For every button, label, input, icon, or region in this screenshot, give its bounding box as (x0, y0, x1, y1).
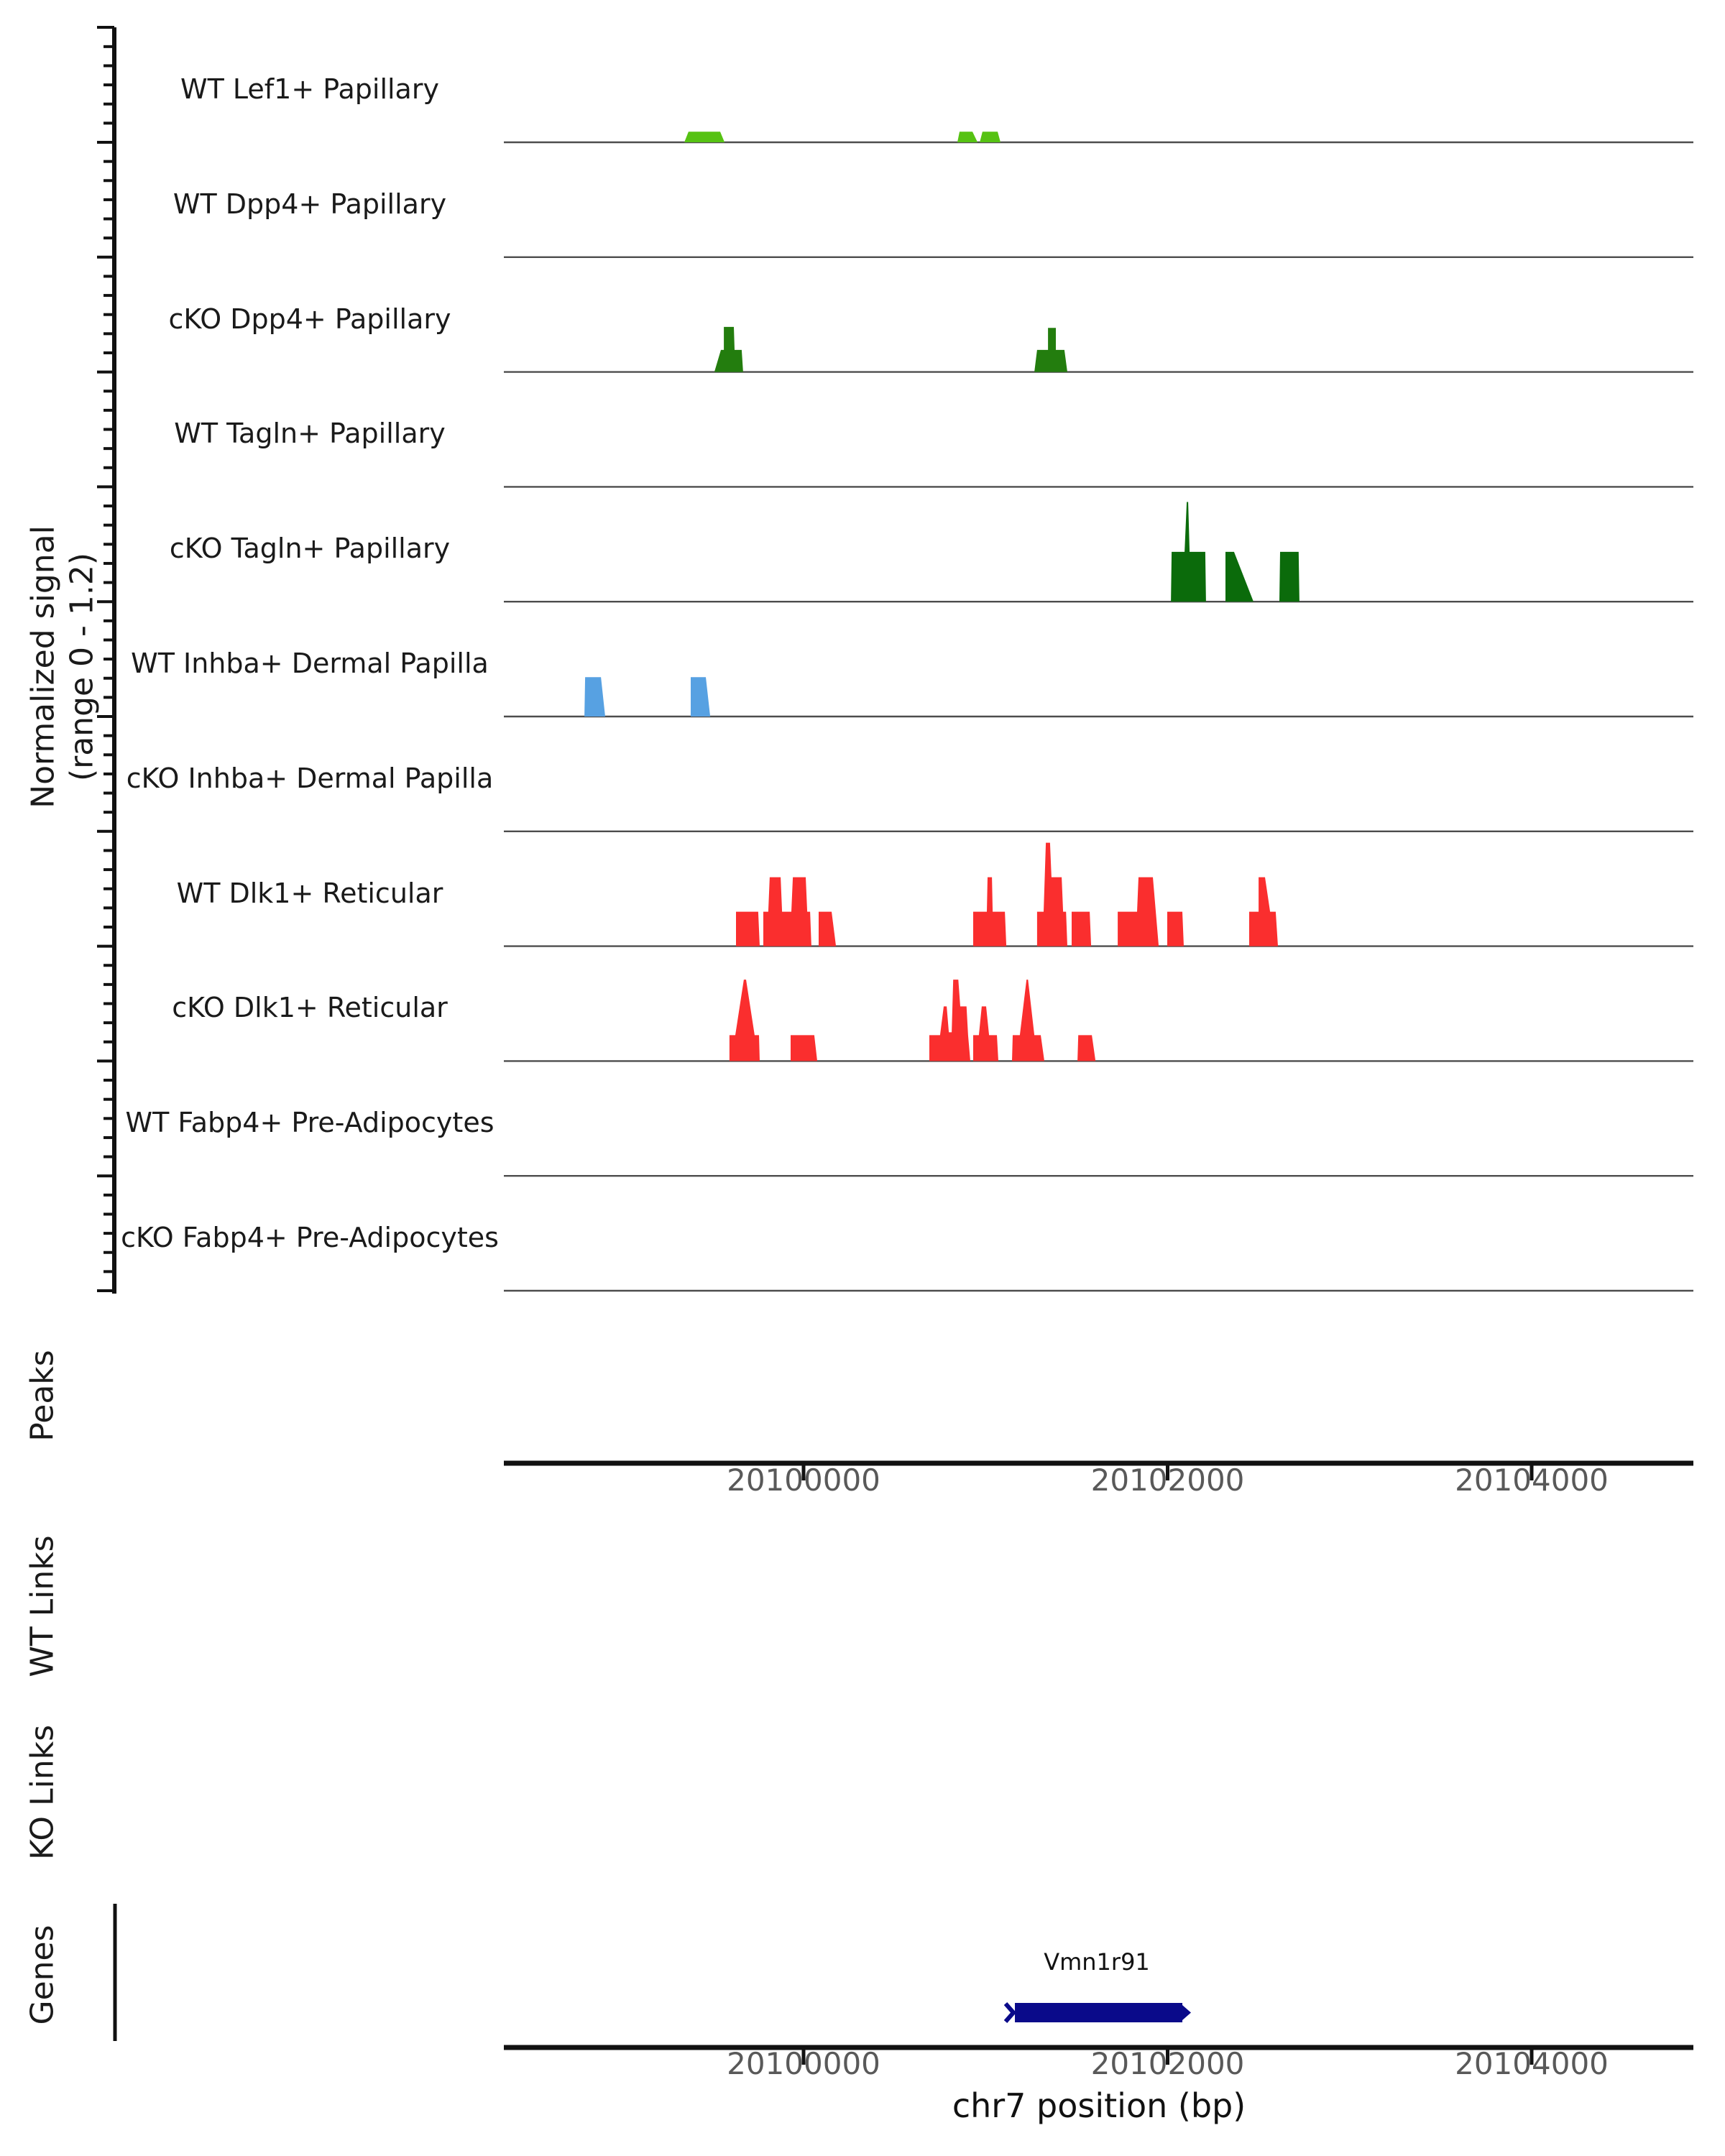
track-label: cKO Dpp4+ Papillary (168, 303, 451, 335)
section-label-genes: Genes (24, 1925, 61, 2025)
position-axis-bottom-tick-label: 20104000 (1455, 2046, 1609, 2081)
signal-peak (1012, 980, 1044, 1061)
gene-name-label: Vmn1r91 (1044, 1948, 1150, 1976)
position-axis-top-tick-label: 20100000 (727, 1462, 880, 1498)
signal-peak (691, 677, 710, 717)
signal-peak (730, 980, 760, 1061)
gene-body (1015, 2003, 1182, 2022)
signal-peak (929, 980, 970, 1061)
signal-peak (1072, 912, 1091, 946)
section-label-peaks: Peaks (24, 1350, 61, 1442)
signal-peak (819, 912, 836, 946)
track-label: WT Dpp4+ Papillary (172, 188, 447, 220)
signal-peak (1279, 552, 1300, 602)
position-axis-top-tick-label: 20102000 (1090, 1462, 1245, 1498)
position-axis-bottom-tick-label: 20100000 (727, 2046, 880, 2081)
gene-strand-arrow-tip (1182, 2005, 1191, 2020)
track-label: WT Lef1+ Papillary (180, 73, 439, 105)
signal-peak (1249, 877, 1278, 946)
signal-peak (1171, 502, 1206, 602)
signal-peak (791, 1035, 817, 1061)
signal-peak (714, 327, 743, 372)
section-label-ko-links: KO Links (24, 1724, 61, 1861)
signal-peak (736, 912, 760, 946)
track-label: cKO Fabp4+ Pre-Adipocytes (121, 1222, 499, 1253)
section-label-wt-links: WT Links (24, 1535, 61, 1677)
position-axis-bottom-tick-label: 20102000 (1090, 2046, 1245, 2081)
signal-peak (1167, 912, 1184, 946)
track-label: WT Dlk1+ Reticular (176, 877, 443, 909)
signal-peak (973, 877, 1006, 946)
y-axis-label-line1: Normalized signal (24, 525, 62, 808)
signal-peak (957, 132, 978, 142)
track-label: WT Inhba+ Dermal Papilla (131, 648, 489, 679)
signal-peak (980, 132, 1000, 142)
y-axis-label-line2: (range 0 - 1.2) (63, 552, 101, 782)
signal-peak (1077, 1035, 1095, 1061)
gene-strand-chevron-icon (1006, 2004, 1013, 2022)
track-label: cKO Inhba+ Dermal Papilla (126, 762, 494, 794)
track-label: WT Tagln+ Papillary (174, 418, 446, 450)
signal-peak (763, 877, 811, 946)
track-label: cKO Tagln+ Papillary (169, 533, 451, 565)
track-label: WT Fabp4+ Pre-Adipocytes (125, 1107, 494, 1139)
signal-peak (1225, 552, 1254, 602)
signal-peak (584, 677, 605, 717)
signal-peak (1118, 877, 1159, 946)
x-axis-title: chr7 position (bp) (952, 2086, 1246, 2125)
signal-peak (1034, 328, 1067, 372)
signal-peak (973, 1006, 998, 1061)
track-label: cKO Dlk1+ Reticular (172, 992, 448, 1024)
position-axis-top-tick-label: 20104000 (1455, 1462, 1609, 1498)
signal-peak (1037, 843, 1067, 946)
signal-peak (684, 132, 724, 142)
